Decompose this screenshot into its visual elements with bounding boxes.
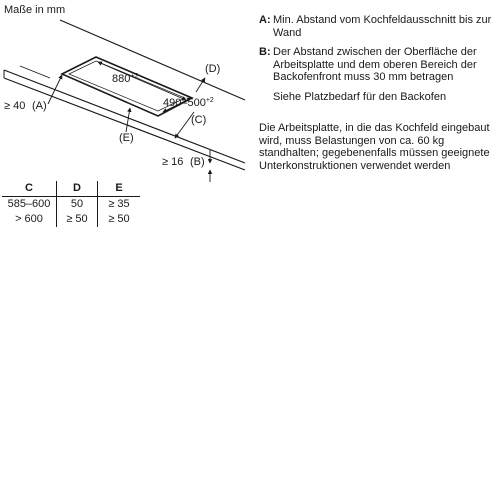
- table-header-e: E: [98, 181, 141, 197]
- c-label: (C): [191, 114, 207, 126]
- note-b-key: B:: [259, 46, 271, 58]
- worktop-back-edge: [60, 20, 245, 100]
- table-row: [2, 212, 140, 227]
- e-dimension-line: [126, 108, 130, 132]
- note-b: [259, 46, 495, 84]
- a-label: (A): [32, 100, 47, 112]
- worktop: [4, 20, 245, 170]
- worktop-front-edge-bottom: [4, 78, 245, 170]
- table-cell: 585–600: [7, 198, 51, 210]
- note-a: [259, 14, 495, 39]
- width-label: $880^{+2}$: [112, 73, 139, 85]
- b-label: (B): [190, 156, 205, 168]
- table-header-c: C: [2, 181, 57, 197]
- table-cell: > 600: [15, 213, 43, 225]
- depth-label: $490-500^{+2}$: [163, 97, 214, 109]
- table-cell: 50: [57, 197, 98, 213]
- page-heading: Maße in mm: [4, 4, 66, 16]
- d-label: (D): [205, 63, 221, 75]
- note-a-key: A:: [259, 14, 271, 26]
- note-b-text: Der Abstand zwischen der Oberfläche der Arbeitsplatte und dem oberen Bereich der Backofenfront muss 30 mm betragen: [273, 46, 477, 83]
- b-value-label: ≥ 16: [162, 156, 184, 168]
- table-header-row: [2, 181, 140, 197]
- table-row: [2, 197, 140, 213]
- d-dimension-line: [196, 78, 205, 92]
- table-header-d: D: [57, 181, 98, 197]
- worktop-load-note: Die Arbeitsplatte, in die das Kochfeld eingebaut wird, muss Belastungen von ca. 60 kg standhalten; gegebenenfalls müssen geeignete Unterkonstruktionen verwendet werden: [259, 122, 490, 172]
- e-label: (E): [119, 132, 134, 144]
- cutout-diagram: [0, 18, 250, 188]
- note-a-text: Min. Abstand vom Kochfeldausschnitt bis zur Wand: [273, 14, 492, 39]
- notes-panel: [259, 14, 495, 172]
- oven-note: Siehe Platzbedarf für den Backofen: [273, 90, 447, 103]
- a-extension-line: [20, 66, 50, 78]
- table-cell: ≥ 50: [57, 212, 98, 227]
- table-cell: ≥ 50: [98, 212, 141, 227]
- a-value-label: ≥ 40: [4, 100, 26, 112]
- dimension-table: [2, 181, 140, 227]
- table-cell: ≥ 35: [98, 197, 141, 213]
